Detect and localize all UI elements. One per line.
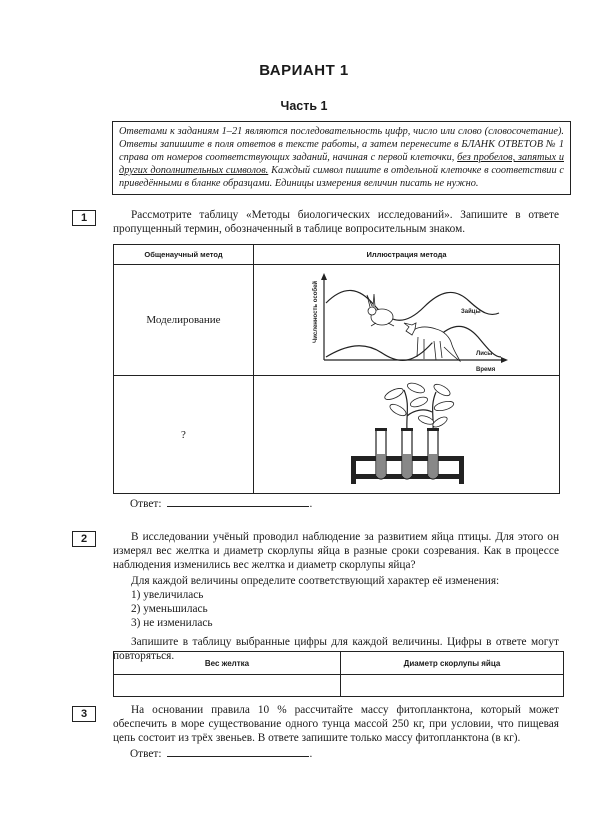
q2-col-shell-diameter: Диаметр скорлупы яйца xyxy=(341,652,564,675)
question-2-option-3: 3) не изменилась xyxy=(131,617,213,629)
instructions-underlined: без пробелов, запятых и других дополнительных символов. xyxy=(119,152,564,176)
question-2-number: 2 xyxy=(72,531,96,547)
question-3-answer-label: Ответ: xyxy=(130,748,162,760)
question-2-note: Запишите в таблицу выбранные цифры для каждой величины. Цифры в ответе могут повторяться. xyxy=(113,636,559,662)
graph-x-label: Время xyxy=(476,367,496,373)
question-3-answer-field[interactable] xyxy=(167,747,309,757)
question-1-answer-field[interactable] xyxy=(167,497,309,507)
question-1-answer-label: Ответ: xyxy=(130,498,162,510)
question-1-answer-row: Ответ: . xyxy=(130,498,313,510)
part-title: Часть 1 xyxy=(280,99,328,113)
question-2-option-2: 2) уменьшилась xyxy=(131,603,208,615)
answer-table-q2 xyxy=(113,651,564,697)
fox-icon xyxy=(404,323,460,361)
instructions-text-a: Ответами к заданиям 1–21 являются последовательность цифр, число или слово (словосочетание). Ответы запишите в поля ответов в тексте работы, а затем перенесите в БЛАНК ОТВЕТОВ № 1 справа от номеров соответствующих заданий, начиная с первой клеточки, xyxy=(119,126,564,163)
question-2-option-1: 1) увеличилась xyxy=(131,589,204,601)
graph-series-hares: Зайцы xyxy=(461,309,481,315)
question-1-number: 1 xyxy=(72,210,96,226)
methods-header-method: Общенаучный метод xyxy=(114,245,254,265)
test-tubes-plants-icon xyxy=(254,376,559,493)
question-2-text: В исследовании учёный проводил наблюдение за развитием яйца птицы. Для этого он измерял вес желтка и диаметр скорлупы яйца в разные сроки созревания. Как в процессе наблюдения изменились вес желтка и диаметр скорлупы яйца? xyxy=(113,531,559,571)
variant-title: ВАРИАНТ 1 xyxy=(259,62,349,79)
illustration-experiment-cell xyxy=(254,376,560,494)
instructions-box xyxy=(112,121,571,195)
question-1-text: Рассмотрите таблицу «Методы биологических исследований». Запишите в ответе пропущенный термин, обозначенный в таблице вопросительным знаком. xyxy=(113,209,559,235)
question-3-text: На основании правила 10 % рассчитайте массу фитопланктона, который может обеспечить в море существование одного тунца массой 250 кг, при условии, что пищевая цепь состоит из трёх звеньев. В ответе запишите только массу фитопланктона (в кг). xyxy=(113,704,559,744)
method-unknown: ? xyxy=(114,376,254,494)
methods-table xyxy=(113,244,560,494)
question-2-prompt: Для каждой величины определите соответствующий характер её изменения: xyxy=(131,575,500,587)
instructions-text-b: Каждый символ пишите в отдельной клеточке в соответствии с приведёнными в бланке образцами. Единицы измерения величин писать не нужно. xyxy=(119,165,564,189)
illustration-graph-cell xyxy=(254,265,560,376)
graph-y-label: Численность особей xyxy=(313,280,319,343)
q2-answer-shell-diameter[interactable] xyxy=(341,675,564,697)
methods-header-illustration: Иллюстрация метода xyxy=(254,245,560,265)
hare-icon xyxy=(367,294,394,326)
question-3-answer-row: Ответ: . xyxy=(130,748,313,760)
method-modeling: Моделирование xyxy=(114,265,254,376)
population-graph xyxy=(254,265,559,375)
question-3-number: 3 xyxy=(72,706,96,722)
q2-answer-yolk-weight[interactable] xyxy=(114,675,341,697)
q2-col-yolk-weight: Вес желтка xyxy=(114,652,341,675)
graph-series-foxes: Лисы xyxy=(476,351,493,357)
